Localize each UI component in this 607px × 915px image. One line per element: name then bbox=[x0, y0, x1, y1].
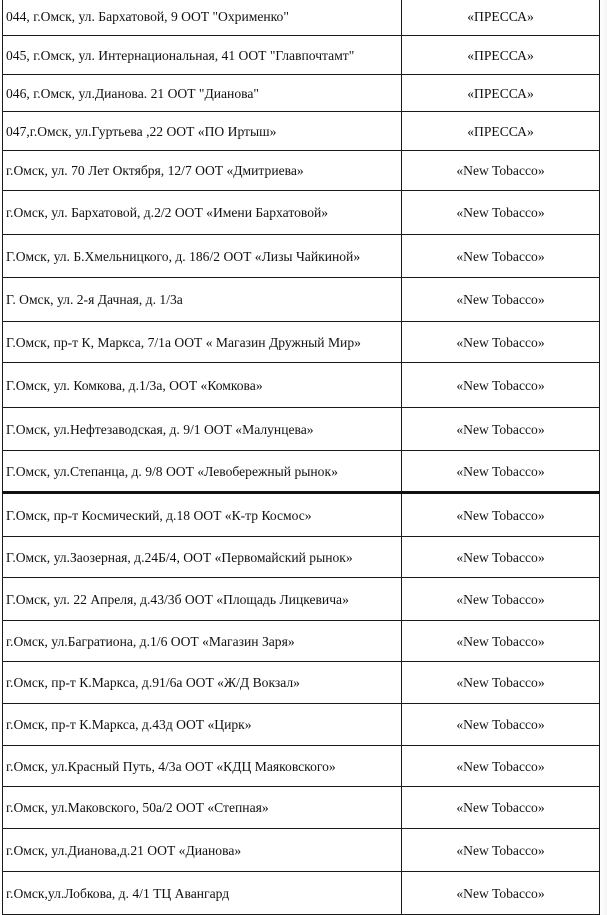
address-cell: г.Омск, ул.Красный Путь, 4/3а ООТ «КДЦ Маяковского» bbox=[3, 746, 402, 787]
table-row bbox=[3, 408, 600, 451]
address-cell: г.Омск, пр-т К.Маркса, д.43д ООТ «Цирк» bbox=[3, 704, 402, 746]
address-cell: г.Омск, ул. 70 Лет Октября, 12/7 ООТ «Дмитриева» bbox=[3, 151, 402, 191]
table-row bbox=[3, 151, 600, 191]
company-cell: «ПРЕССА» bbox=[402, 36, 600, 75]
table-row bbox=[3, 451, 600, 493]
address-cell: 046, г.Омск, ул.Дианова. 21 ООТ "Дианова" bbox=[3, 75, 402, 112]
table-row bbox=[3, 578, 600, 621]
table-row bbox=[3, 537, 600, 578]
table-row bbox=[3, 662, 600, 704]
address-cell: 045, г.Омск, ул. Интернациональная, 41 ООТ "Главпочтамт" bbox=[3, 36, 402, 75]
table-row bbox=[3, 75, 600, 112]
company-cell: «New Tobacco» bbox=[402, 662, 600, 704]
address-cell: г.Омск, ул.Багратиона, д.1/6 ООТ «Магазин Заря» bbox=[3, 621, 402, 662]
table-row bbox=[3, 278, 600, 322]
company-cell: «New Tobacco» bbox=[402, 537, 600, 578]
address-cell: 044, г.Омск, ул. Бархатовой, 9 ООТ "Охрименко" bbox=[3, 0, 402, 36]
address-cell: Г.Омск, ул.Степанца, д. 9/8 ООТ «Левобережный рынок» bbox=[3, 451, 402, 493]
table-row bbox=[3, 746, 600, 787]
company-cell: «New Tobacco» bbox=[402, 621, 600, 662]
table-row bbox=[3, 36, 600, 75]
company-cell: «New Tobacco» bbox=[402, 151, 600, 191]
company-cell: «New Tobacco» bbox=[402, 787, 600, 829]
company-cell: «New Tobacco» bbox=[402, 829, 600, 872]
table-row bbox=[3, 787, 600, 829]
address-cell: г.Омск, пр-т К.Маркса, д.91/6а ООТ «Ж/Д Вокзал» bbox=[3, 662, 402, 704]
table-row bbox=[3, 829, 600, 872]
address-cell: Г.Омск, ул. Комкова, д.1/3а, ООТ «Комкова» bbox=[3, 363, 402, 408]
address-cell: 047,г.Омск, ул.Гуртьева ,22 ООТ «ПО Иртыш» bbox=[3, 112, 402, 151]
kiosk-address-table bbox=[2, 0, 600, 915]
company-cell: «New Tobacco» bbox=[402, 578, 600, 621]
table-row bbox=[3, 112, 600, 151]
address-cell: Г.Омск, ул.Нефтезаводская, д. 9/1 ООТ «Малунцева» bbox=[3, 408, 402, 451]
table-row bbox=[3, 872, 600, 915]
company-cell: «ПРЕССА» bbox=[402, 0, 600, 36]
company-cell: «New Tobacco» bbox=[402, 408, 600, 451]
company-cell: «New Tobacco» bbox=[402, 322, 600, 363]
address-cell: Г.Омск, ул. 22 Апреля, д.43/3б ООТ «Площадь Лицкевича» bbox=[3, 578, 402, 621]
table-row bbox=[3, 363, 600, 408]
table-row bbox=[3, 621, 600, 662]
address-cell: Г.Омск, пр-т К, Маркса, 7/1а ООТ « Магазин Дружный Мир» bbox=[3, 322, 402, 363]
address-cell: г.Омск, ул. Бархатовой, д.2/2 ООТ «Имени Бархатовой» bbox=[3, 191, 402, 235]
company-cell: «New Tobacco» bbox=[402, 451, 600, 493]
company-cell: «New Tobacco» bbox=[402, 493, 600, 537]
company-cell: «ПРЕССА» bbox=[402, 112, 600, 151]
table-row bbox=[3, 493, 600, 537]
address-cell: г.Омск,ул.Лобкова, д. 4/1 ТЦ Авангард bbox=[3, 872, 402, 915]
address-cell: Г.Омск, пр-т Космический, д.18 ООТ «К-тр Космос» bbox=[3, 493, 402, 537]
company-cell: «New Tobacco» bbox=[402, 191, 600, 235]
address-cell: г.Омск, ул.Дианова,д.21 ООТ «Дианова» bbox=[3, 829, 402, 872]
company-cell: «New Tobacco» bbox=[402, 746, 600, 787]
company-cell: «New Tobacco» bbox=[402, 872, 600, 915]
company-cell: «New Tobacco» bbox=[402, 235, 600, 278]
table-row bbox=[3, 704, 600, 746]
table-row bbox=[3, 191, 600, 235]
address-cell: Г.Омск, ул. Б.Хмельницкого, д. 186/2 ООТ «Лизы Чайкиной» bbox=[3, 235, 402, 278]
table-body bbox=[3, 0, 600, 915]
table-row bbox=[3, 235, 600, 278]
company-cell: «ПРЕССА» bbox=[402, 75, 600, 112]
table-row bbox=[3, 322, 600, 363]
address-cell: г.Омск, ул.Маковского, 50а/2 ООТ «Степная» bbox=[3, 787, 402, 829]
company-cell: «New Tobacco» bbox=[402, 704, 600, 746]
table-row bbox=[3, 0, 600, 36]
page-edge-shadow bbox=[600, 0, 607, 915]
address-cell: Г. Омск, ул. 2-я Дачная, д. 1/3а bbox=[3, 278, 402, 322]
company-cell: «New Tobacco» bbox=[402, 363, 600, 408]
company-cell: «New Tobacco» bbox=[402, 278, 600, 322]
address-cell: Г.Омск, ул.Заозерная, д.24Б/4, ООТ «Первомайский рынок» bbox=[3, 537, 402, 578]
